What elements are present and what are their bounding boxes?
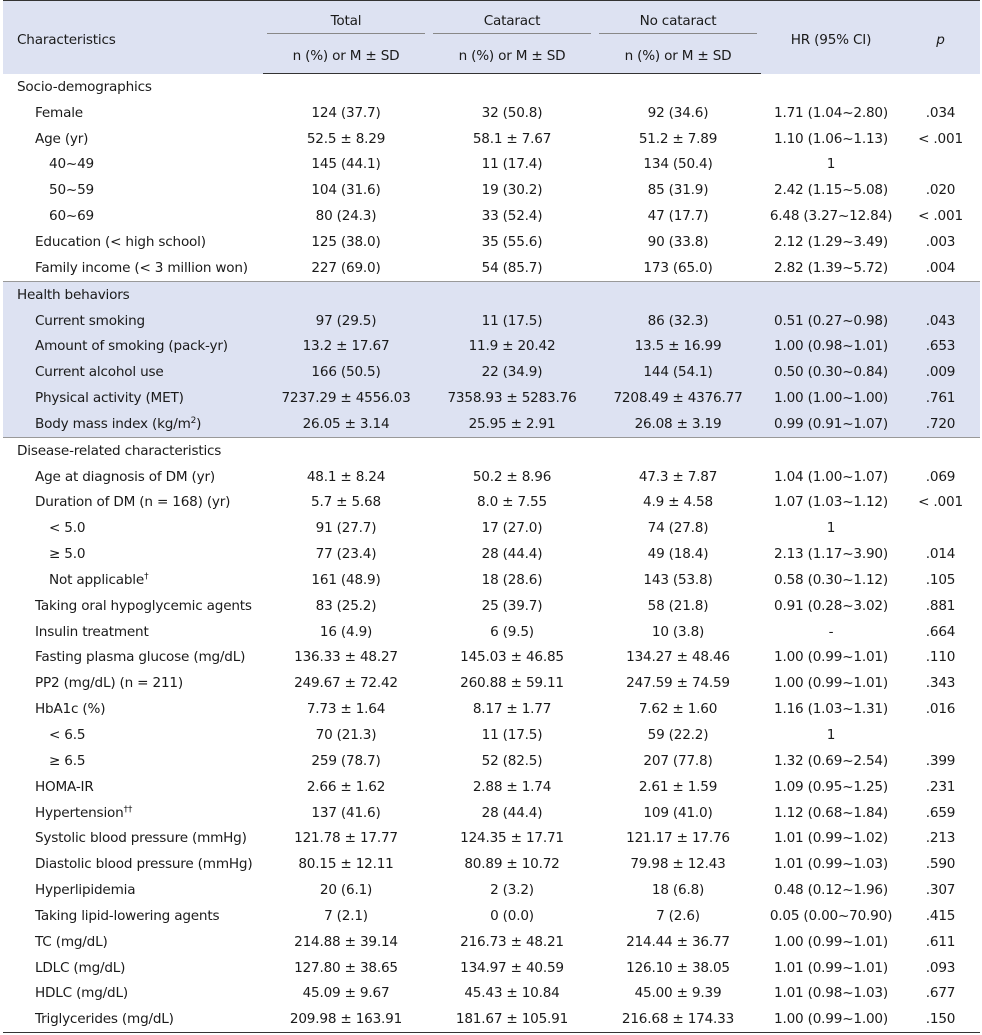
cell-p: < .001 <box>918 208 963 225</box>
table-row <box>3 1006 980 1032</box>
row-label: Taking lipid-lowering agents <box>35 907 220 924</box>
cell-hr: - <box>828 623 834 640</box>
cell-cataract: 145.03 ± 46.85 <box>460 649 564 666</box>
cell-no-cataract: 10 (3.8) <box>651 623 705 640</box>
cell-p: .043 <box>901 308 980 334</box>
row-label: Family income (< 3 million won) <box>35 259 248 276</box>
cell-total: 259 (78.7) <box>311 752 381 769</box>
cell-cataract: 80.89 ± 10.72 <box>464 856 560 873</box>
row-label: 60~69 <box>49 208 94 225</box>
subheader-cataract: n (%) or M ± SD <box>429 39 595 74</box>
cell-no-cataract: 207 (77.8) <box>643 752 713 769</box>
cell-hr: 1.01 (0.99~1.02) <box>774 830 888 847</box>
cell-hr: 1.07 (1.03~1.12) <box>774 494 888 511</box>
table-row <box>3 929 980 955</box>
row-label: PP2 (mg/dL) (n = 211) <box>35 675 183 692</box>
table-row <box>3 411 980 437</box>
cell-hr: 2.12 (1.29~3.49) <box>774 233 888 250</box>
cell-hr: 1.04 (1.00~1.07) <box>774 468 888 485</box>
row-label: 40~49 <box>49 156 94 173</box>
cell-hr: 1.71 (1.04~2.80) <box>774 104 888 121</box>
cell-no-cataract: 121.17 ± 17.76 <box>626 830 730 847</box>
table-row <box>3 593 980 619</box>
cell-total: 20 (6.1) <box>319 882 373 899</box>
cell-no-cataract: 7208.49 ± 4376.77 <box>595 385 761 411</box>
cell-p: < .001 <box>918 494 963 511</box>
cell-no-cataract: 47.3 ± 7.87 <box>638 468 718 485</box>
cell-total <box>263 281 429 307</box>
cell-hr: 1.00 (0.99~1.01) <box>774 649 888 666</box>
cell-cataract: 11 (17.4) <box>481 156 543 173</box>
section-label: Disease-related characteristics <box>3 437 263 463</box>
cell-total: 52.5 ± 8.29 <box>306 130 386 147</box>
cell-no-cataract <box>595 437 761 463</box>
row-label: Current alcohol use <box>3 359 263 385</box>
cell-no-cataract: 79.98 ± 12.43 <box>630 856 726 873</box>
cell-hr: 0.91 (0.28~3.02) <box>774 597 888 614</box>
table-row <box>3 333 980 359</box>
cell-p: .110 <box>925 649 956 666</box>
table-row <box>3 100 980 126</box>
cell-p: .590 <box>925 856 956 873</box>
cell-cataract: 32 (50.8) <box>481 104 543 121</box>
table-row <box>3 825 980 851</box>
cell-total <box>263 74 429 100</box>
cell-p: < .001 <box>918 130 963 147</box>
cell-no-cataract: 45.00 ± 9.39 <box>634 985 722 1002</box>
cell-hr: 1.01 (0.98~1.03) <box>774 985 888 1002</box>
table-row <box>3 490 980 516</box>
cell-p: .213 <box>925 830 956 847</box>
cell-total: 77 (23.4) <box>315 546 377 563</box>
header-hr: HR (95% CI) <box>761 1 901 74</box>
cell-no-cataract: 134.27 ± 48.46 <box>626 649 730 666</box>
cell-cataract: 33 (52.4) <box>481 208 543 225</box>
cell-no-cataract: 214.44 ± 36.77 <box>626 933 730 950</box>
table-row <box>3 515 980 541</box>
cell-hr: 2.82 (1.39~5.72) <box>774 259 888 276</box>
table-row <box>3 359 980 385</box>
cell-total: 209.98 ± 163.91 <box>263 1006 429 1032</box>
cell-cataract <box>429 281 595 307</box>
row-label: Insulin treatment <box>35 623 149 640</box>
cell-total: 214.88 ± 39.14 <box>294 933 398 950</box>
cell-p: .003 <box>925 233 956 250</box>
table-row <box>3 800 980 826</box>
cell-total: 136.33 ± 48.27 <box>294 649 398 666</box>
cell-no-cataract: 51.2 ± 7.89 <box>638 130 718 147</box>
cell-no-cataract: 92 (34.6) <box>647 104 709 121</box>
table-row <box>3 308 980 334</box>
cell-p: .093 <box>925 959 956 976</box>
table-row <box>3 385 980 411</box>
cell-total: 161 (48.9) <box>311 571 381 588</box>
cell-no-cataract: 18 (6.8) <box>651 882 705 899</box>
cell-cataract: 52 (82.5) <box>481 752 543 769</box>
row-label: Diastolic blood pressure (mmHg) <box>35 856 253 873</box>
cell-cataract: 8.17 ± 1.77 <box>472 701 552 718</box>
table-row <box>3 981 980 1007</box>
table-row <box>3 255 980 281</box>
cell-hr: 1.00 (1.00~1.00) <box>761 385 901 411</box>
cell-p: .016 <box>925 701 956 718</box>
table-row <box>3 903 980 929</box>
row-label: Age at diagnosis of DM (yr) <box>35 468 215 485</box>
cell-p: .720 <box>901 411 980 437</box>
cell-total: 121.78 ± 17.77 <box>294 830 398 847</box>
cell-total: 125 (38.0) <box>311 233 381 250</box>
cell-p <box>901 281 980 307</box>
cell-cataract: 17 (27.0) <box>481 520 543 537</box>
row-label: Taking oral hypoglycemic agents <box>35 597 252 614</box>
cell-cataract: 2.88 ± 1.74 <box>472 778 552 795</box>
cell-cataract: 22 (34.9) <box>429 359 595 385</box>
cell-cataract: 45.43 ± 10.84 <box>464 985 560 1002</box>
cell-cataract: 35 (55.6) <box>481 233 543 250</box>
cell-p: .014 <box>925 546 956 563</box>
row-label: ≥ 6.5 <box>49 752 86 769</box>
cell-no-cataract: 26.08 ± 3.19 <box>595 411 761 437</box>
table-row <box>3 696 980 722</box>
table-row <box>3 851 980 877</box>
cell-p: .009 <box>901 359 980 385</box>
row-label: Age (yr) <box>35 130 89 147</box>
subheader-no-cataract: n (%) or M ± SD <box>595 39 761 74</box>
row-label: Body mass index $(kg/m^2)$ <box>3 411 263 437</box>
subheader-total: n (%) or M ± SD <box>263 39 429 74</box>
table-row <box>3 464 980 490</box>
cell-cataract: 25.95 ± 2.91 <box>429 411 595 437</box>
cell-no-cataract: 86 (32.3) <box>595 308 761 334</box>
row-label: HDLC (mg/dL) <box>35 985 128 1002</box>
cell-cataract: 50.2 ± 8.96 <box>472 468 552 485</box>
cell-p <box>901 515 980 541</box>
cell-no-cataract <box>595 74 761 100</box>
section-label: Health behaviors <box>3 281 263 307</box>
cell-no-cataract: 7 (2.6) <box>656 907 700 924</box>
cell-total: 13.2 ± 17.67 <box>263 333 429 359</box>
cell-cataract: 11 (17.5) <box>429 308 595 334</box>
table-row <box>3 774 980 800</box>
cell-no-cataract: 49 (18.4) <box>647 546 709 563</box>
cell-total <box>263 437 429 463</box>
cell-p: .004 <box>925 259 956 276</box>
cell-total: 249.67 ± 72.42 <box>294 675 398 692</box>
cell-no-cataract <box>595 281 761 307</box>
cell-hr: 0.48 (0.12~1.96) <box>774 882 888 899</box>
cell-no-cataract: 143 (53.8) <box>643 571 713 588</box>
header-characteristics: Characteristics <box>3 1 263 74</box>
cell-total: 124 (37.7) <box>311 104 381 121</box>
cell-hr: 0.58 (0.30~1.12) <box>774 571 888 588</box>
row-label: Triglycerides (mg/dL) <box>3 1006 263 1032</box>
table-row <box>3 955 980 981</box>
row-label: Systolic blood pressure (mmHg) <box>35 830 247 847</box>
cell-total: 145 (44.1) <box>311 156 381 173</box>
cell-p: .664 <box>925 623 956 640</box>
cell-p: .399 <box>925 752 956 769</box>
section-row <box>3 74 980 100</box>
row-label: Duration of DM (n = 168) (yr) <box>35 494 231 511</box>
table-row <box>3 177 980 203</box>
cell-cataract <box>429 437 595 463</box>
cell-hr: 1.09 (0.95~1.25) <box>774 778 888 795</box>
cell-p: .343 <box>925 675 956 692</box>
row-label: < 5.0 <box>49 520 86 537</box>
cell-p: .105 <box>925 571 956 588</box>
table-header <box>3 1 980 74</box>
cell-p: .020 <box>925 182 956 199</box>
cell-no-cataract: 74 (27.8) <box>647 520 709 537</box>
cell-cataract: 181.67 ± 105.91 <box>429 1006 595 1032</box>
cell-p <box>901 152 980 178</box>
cell-hr: 1.16 (1.03~1.31) <box>774 701 888 718</box>
table-row <box>3 229 980 255</box>
cell-total: 80 (24.3) <box>315 208 377 225</box>
cell-no-cataract: 109 (41.0) <box>643 804 713 821</box>
row-label: Education (< high school) <box>35 233 206 250</box>
cell-total: 7 (2.1) <box>324 907 368 924</box>
header-cataract: Cataract <box>429 1 595 40</box>
header-no-cataract: No cataract <box>595 1 761 40</box>
table-row <box>3 541 980 567</box>
cell-total: 83 (25.2) <box>315 597 377 614</box>
cell-cataract: 54 (85.7) <box>481 259 543 276</box>
cell-total: 26.05 ± 3.14 <box>263 411 429 437</box>
cell-total: 45.09 ± 9.67 <box>302 985 390 1002</box>
cell-hr: 0.51 (0.27~0.98) <box>761 308 901 334</box>
cell-cataract: 25 (39.7) <box>481 597 543 614</box>
cell-p: .415 <box>925 907 956 924</box>
row-label: ≥ 5.0 <box>49 546 86 563</box>
cell-total: 137 (41.6) <box>311 804 381 821</box>
cell-no-cataract: 126.10 ± 38.05 <box>626 959 730 976</box>
row-label: Hypertension†† <box>35 804 133 821</box>
characteristics-table <box>3 0 980 1033</box>
cell-cataract: 8.0 ± 7.55 <box>477 494 547 511</box>
cell-p: .231 <box>925 778 956 795</box>
table-row <box>3 748 980 774</box>
cell-total: 2.66 ± 1.62 <box>306 778 386 795</box>
cell-p: .881 <box>925 597 956 614</box>
cell-total: 127.80 ± 38.65 <box>294 959 398 976</box>
cell-hr: 2.13 (1.17~3.90) <box>774 546 888 563</box>
cell-hr: 1 <box>826 520 836 537</box>
section-row <box>3 437 980 463</box>
row-label: < 6.5 <box>49 727 86 744</box>
table-row <box>3 645 980 671</box>
cell-hr: 1.01 (0.99~1.03) <box>774 856 888 873</box>
cell-total: 104 (31.6) <box>311 182 381 199</box>
row-label: Physical activity (MET) <box>3 385 263 411</box>
table-row <box>3 567 980 593</box>
cell-no-cataract: 173 (65.0) <box>643 259 713 276</box>
cell-hr: 6.48 (3.27~12.84) <box>769 208 893 225</box>
cell-no-cataract: 47 (17.7) <box>647 208 709 225</box>
row-label: Fasting plasma glucose (mg/dL) <box>35 649 246 666</box>
cell-cataract: 28 (44.4) <box>481 546 543 563</box>
cell-total: 70 (21.3) <box>315 727 377 744</box>
cell-hr <box>761 437 901 463</box>
cell-hr: 1.32 (0.69~2.54) <box>774 752 888 769</box>
table-row <box>3 722 980 748</box>
cell-p <box>901 722 980 748</box>
cell-total: 16 (4.9) <box>319 623 373 640</box>
row-label: TC (mg/dL) <box>35 933 108 950</box>
header-p: p <box>901 1 980 74</box>
table-body <box>3 74 980 1033</box>
cell-no-cataract: 2.61 ± 1.59 <box>638 778 718 795</box>
table-row <box>3 877 980 903</box>
cell-cataract <box>429 74 595 100</box>
cell-no-cataract: 7.62 ± 1.60 <box>638 701 718 718</box>
cell-cataract: 0 (0.0) <box>490 907 534 924</box>
cell-p: .653 <box>901 333 980 359</box>
cell-total: 7.73 ± 1.64 <box>306 701 386 718</box>
cell-p: .034 <box>925 104 956 121</box>
cell-p <box>901 437 980 463</box>
cell-hr: 1.00 (0.99~1.01) <box>774 933 888 950</box>
cell-no-cataract: 13.5 ± 16.99 <box>595 333 761 359</box>
cell-hr: 2.42 (1.15~5.08) <box>774 182 888 199</box>
cell-hr: 1 <box>826 156 836 173</box>
section-label: Socio-demographics <box>17 78 152 95</box>
cell-hr: 0.50 (0.30~0.84) <box>761 359 901 385</box>
cell-cataract: 58.1 ± 7.67 <box>472 130 552 147</box>
row-label: LDLC (mg/dL) <box>35 959 126 976</box>
cell-cataract: 134.97 ± 40.59 <box>460 959 564 976</box>
cell-p: .611 <box>925 933 956 950</box>
row-label: Amount of smoking (pack-yr) <box>3 333 263 359</box>
cell-cataract: 6 (9.5) <box>490 623 534 640</box>
cell-no-cataract: 144 (54.1) <box>595 359 761 385</box>
cell-hr <box>761 281 901 307</box>
cell-no-cataract: 90 (33.8) <box>647 233 709 250</box>
cell-hr: 1.00 (0.98~1.01) <box>761 333 901 359</box>
cell-no-cataract: 59 (22.2) <box>647 727 709 744</box>
cell-p: .307 <box>925 882 956 899</box>
cell-total: 48.1 ± 8.24 <box>306 468 386 485</box>
cell-cataract: 2 (3.2) <box>490 882 534 899</box>
cell-hr: 1.00 (0.99~1.00) <box>761 1006 901 1032</box>
cell-p: .069 <box>925 468 956 485</box>
cell-cataract: 7358.93 ± 5283.76 <box>429 385 595 411</box>
cell-cataract: 260.88 ± 59.11 <box>460 675 564 692</box>
cell-no-cataract: 85 (31.9) <box>647 182 709 199</box>
cell-hr: 1.00 (0.99~1.01) <box>774 675 888 692</box>
cell-hr: 1.12 (0.68~1.84) <box>774 804 888 821</box>
cell-total: 7237.29 ± 4556.03 <box>263 385 429 411</box>
cell-cataract: 124.35 ± 17.71 <box>460 830 564 847</box>
cell-cataract: 19 (30.2) <box>481 182 543 199</box>
cell-hr: 1 <box>826 727 836 744</box>
cell-p <box>901 74 980 100</box>
cell-total: 5.7 ± 5.68 <box>311 494 381 511</box>
cell-p: .150 <box>901 1006 980 1032</box>
table-row <box>3 152 980 178</box>
cell-cataract: 18 (28.6) <box>481 571 543 588</box>
cell-cataract: 11.9 ± 20.42 <box>429 333 595 359</box>
cell-cataract: 11 (17.5) <box>481 727 543 744</box>
header-total: Total <box>263 1 429 40</box>
table-row <box>3 619 980 645</box>
row-label: Female <box>35 104 83 121</box>
cell-hr: 0.99 (0.91~1.07) <box>761 411 901 437</box>
row-label: HbA1c (%) <box>35 701 106 718</box>
cell-hr: 1.10 (1.06~1.13) <box>774 130 888 147</box>
cell-total: 80.15 ± 12.11 <box>298 856 394 873</box>
table-row <box>3 203 980 229</box>
cell-p: .761 <box>901 385 980 411</box>
cell-no-cataract: 216.68 ± 174.33 <box>595 1006 761 1032</box>
cell-total: 91 (27.7) <box>315 520 377 537</box>
cell-hr: 0.05 (0.00~70.90) <box>769 907 893 924</box>
cell-total: 166 (50.5) <box>263 359 429 385</box>
cell-p: .677 <box>925 985 956 1002</box>
row-label: HOMA-IR <box>35 778 94 795</box>
row-label: 50~59 <box>49 182 94 199</box>
table-row <box>3 670 980 696</box>
cell-total: 227 (69.0) <box>311 259 381 276</box>
cell-no-cataract: 4.9 ± 4.58 <box>643 494 713 511</box>
row-label: Hyperlipidemia <box>35 882 136 899</box>
cell-no-cataract: 247.59 ± 74.59 <box>626 675 730 692</box>
cell-hr <box>761 74 901 100</box>
cell-cataract: 28 (44.4) <box>481 804 543 821</box>
cell-no-cataract: 58 (21.8) <box>647 597 709 614</box>
cell-total: 97 (29.5) <box>263 308 429 334</box>
section-row <box>3 281 980 307</box>
table-row <box>3 126 980 152</box>
cell-p: .659 <box>925 804 956 821</box>
row-label: Current smoking <box>3 308 263 334</box>
cell-hr: 1.01 (0.99~1.01) <box>774 959 888 976</box>
cell-cataract: 216.73 ± 48.21 <box>460 933 564 950</box>
cell-no-cataract: 134 (50.4) <box>643 156 713 173</box>
row-label: Not applicable† <box>49 571 149 588</box>
